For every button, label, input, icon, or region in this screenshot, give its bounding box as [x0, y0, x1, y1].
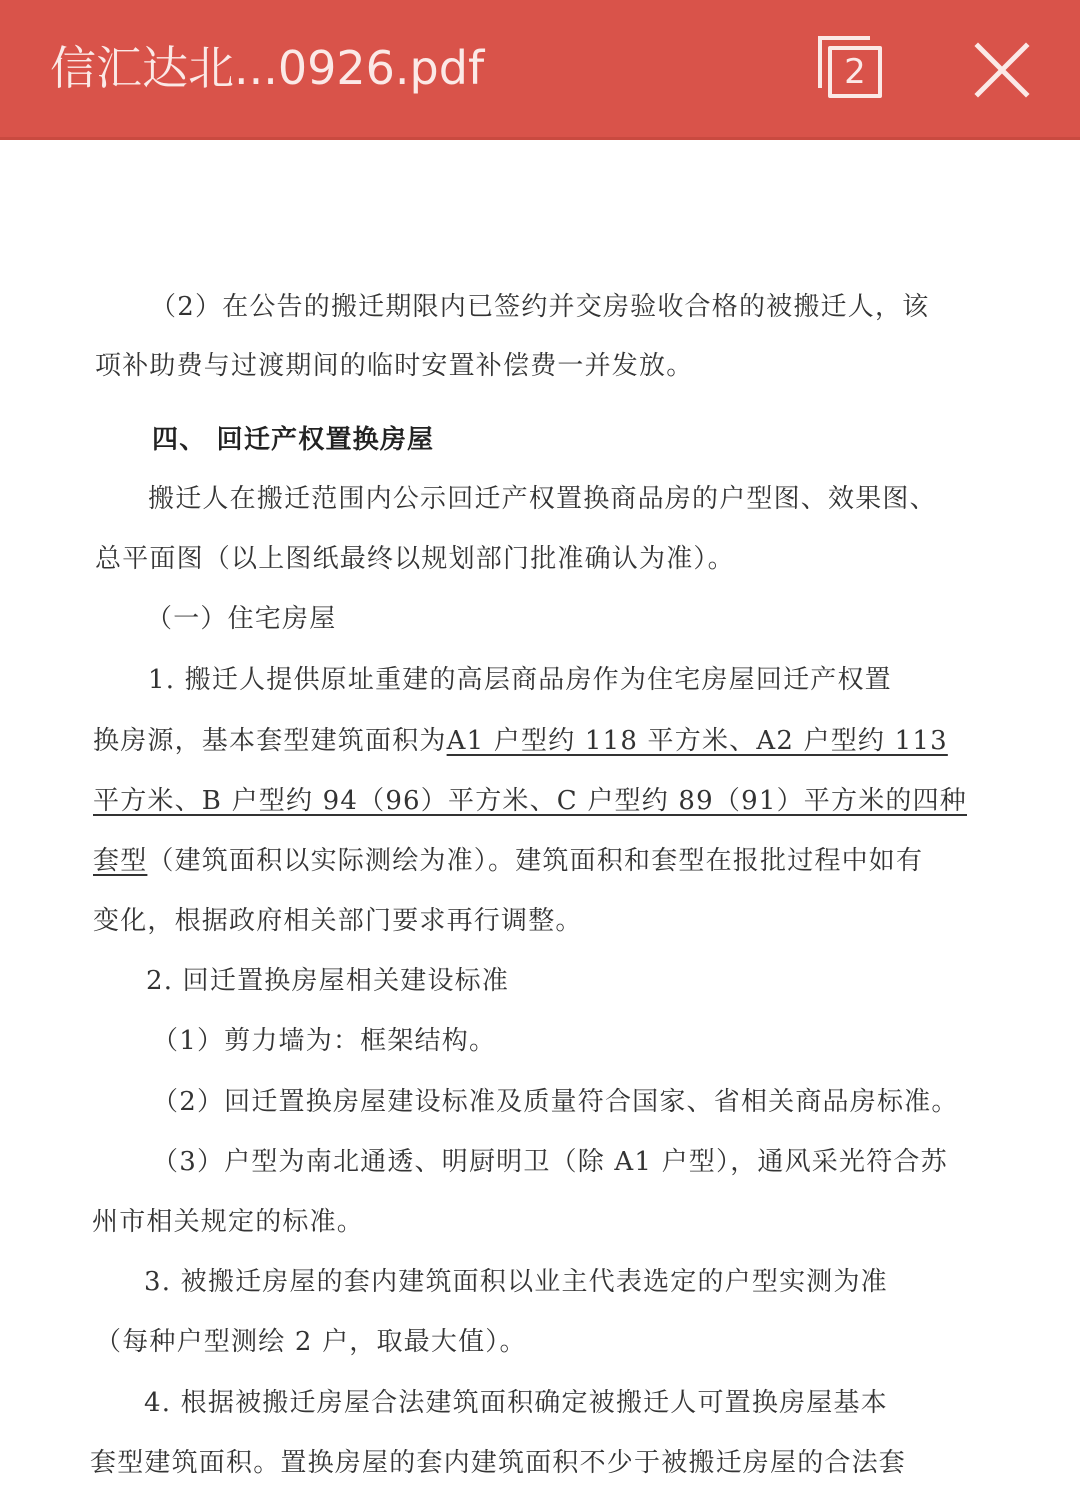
- doc-line: 2. 回迁置换房屋相关建设标准: [146, 966, 510, 996]
- doc-line: 套型（建筑面积以实际测绘为准）。建筑面积和套型在报批过程中如有: [93, 846, 924, 876]
- doc-line: （2）回迁置换房屋建设标准及质量符合国家、省相关商品房标准。: [152, 1087, 959, 1117]
- page-count-box: [828, 46, 882, 98]
- close-icon: [972, 40, 1032, 100]
- doc-line: （1）剪力墙为：框架结构。: [152, 1026, 497, 1056]
- doc-line: 搬迁人在搬迁范围内公示回迁产权置换商品房的户型图、效果图、: [148, 484, 937, 514]
- section-heading: 四、 回迁产权置换房屋: [152, 425, 435, 455]
- underlined-text: 平方米、B 户型约 94（96）平方米、C 户型约 89（91）平方米的四种: [93, 786, 967, 816]
- doc-line: 变化，根据政府相关部门要求再行调整。: [93, 906, 583, 936]
- page-count: 2: [844, 52, 866, 92]
- doc-line: 4. 根据被搬迁房屋合法建筑面积确定被搬迁人可置换房屋基本: [144, 1388, 888, 1418]
- doc-line: 换房源，基本套型建筑面积为A1 户型约 118 平方米、A2 户型约 113: [93, 726, 948, 756]
- doc-line: [93, 783, 967, 819]
- doc-line: 套型建筑面积。置换房屋的套内建筑面积不少于被搬迁房屋的合法套: [90, 1448, 907, 1478]
- page-count-button[interactable]: [818, 36, 888, 102]
- doc-line: 州市相关规定的标准。: [92, 1207, 365, 1237]
- pdf-viewer-toolbar: [0, 0, 1080, 140]
- file-title: 信汇达北...0926.pdf: [50, 41, 485, 95]
- underlined-text: 套型: [93, 846, 148, 876]
- underlined-text: A1 户型约 118 平方米、A2 户型约 113: [446, 726, 948, 756]
- close-button[interactable]: [972, 40, 1032, 100]
- doc-line: （2）在公告的搬迁期限内已签约并交房验收合格的被搬迁人，该: [150, 292, 930, 322]
- doc-line: 1. 搬迁人提供原址重建的高层商品房作为住宅房屋回迁产权置: [148, 665, 892, 695]
- subsection-heading: （一）住宅房屋: [146, 604, 337, 634]
- doc-line: 总平面图（以上图纸最终以规划部门批准确认为准）。: [95, 544, 735, 574]
- doc-line: （每种户型测绘 2 户，取最大值）。: [95, 1327, 527, 1357]
- doc-line: 项补助费与过渡期间的临时安置补偿费一并发放。: [95, 351, 694, 381]
- pdf-page[interactable]: [0, 143, 1080, 1493]
- doc-line: 3. 被搬迁房屋的套内建筑面积以业主代表选定的户型实测为准: [144, 1267, 888, 1297]
- doc-line: （3）户型为南北通透、明厨明卫（除 A1 户型），通风采光符合苏: [152, 1147, 948, 1177]
